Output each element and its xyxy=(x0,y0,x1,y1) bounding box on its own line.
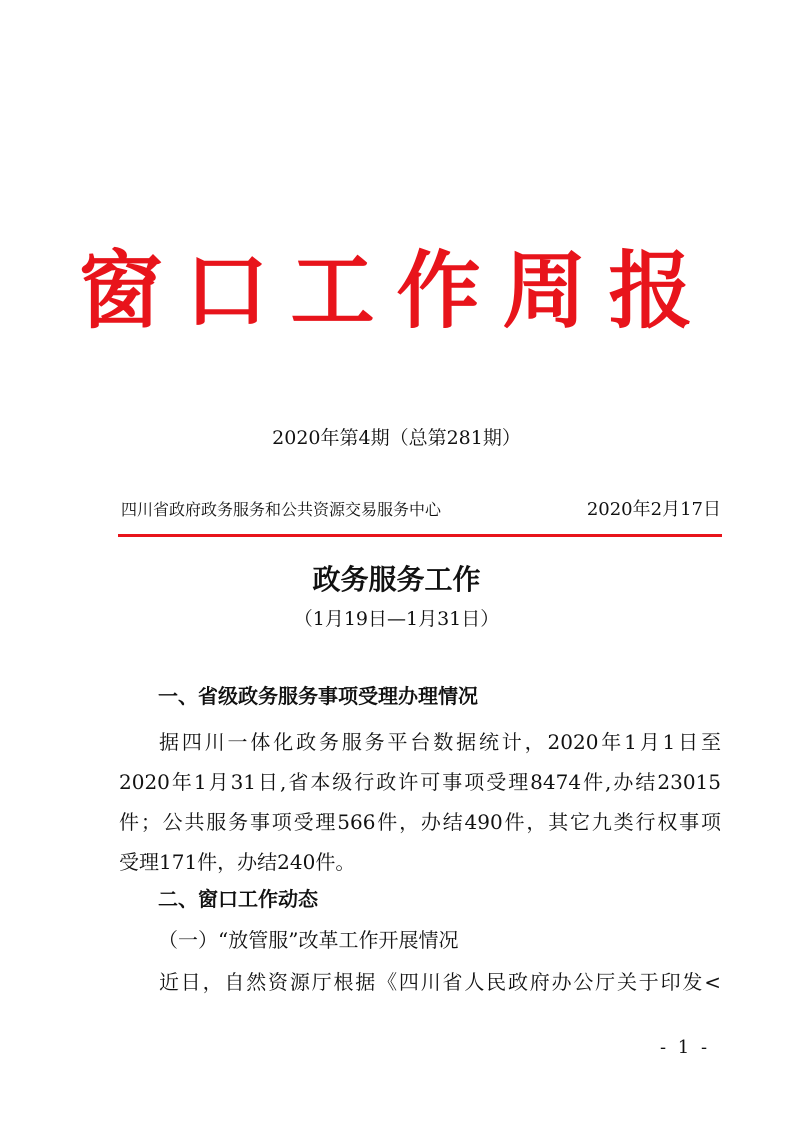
section-title: 政务服务工作 xyxy=(312,563,481,596)
paragraph-line: 据四川一体化政务服务平台数据统计，2020年1月1日至 xyxy=(159,730,721,754)
part1-paragraph xyxy=(119,722,721,882)
part2-heading: 二、窗口工作动态 xyxy=(158,887,318,911)
page-number: - 1 - xyxy=(660,1037,711,1058)
red-divider-rule xyxy=(118,534,722,537)
section-date-range: （1月19日—1月31日） xyxy=(293,608,500,630)
paragraph-line: 2020年1月31日,省本级行政许可事项受理8474件,办结23015 xyxy=(119,770,721,794)
part2-paragraph xyxy=(119,962,721,1002)
paragraph-line: 近日，自然资源厅根据《四川省人民政府办公厅关于印发< xyxy=(159,970,721,994)
issuing-organization: 四川省政府政务服务和公共资源交易服务中心 xyxy=(121,500,442,519)
issue-date: 2020年2月17日 xyxy=(586,499,721,520)
paragraph-line: 件；公共服务事项受理566件，办结490件，其它九类行权事项 xyxy=(119,810,721,834)
issue-number: 2020年第4期（总第281期） xyxy=(272,427,521,449)
masthead-title: 窗口工作周报 xyxy=(78,241,715,340)
paragraph-line: 受理171件，办结240件。 xyxy=(119,850,356,874)
part2-subheading: （一）“放管服”改革工作开展情况 xyxy=(158,928,459,952)
part1-heading: 一、省级政务服务事项受理办理情况 xyxy=(158,684,478,708)
